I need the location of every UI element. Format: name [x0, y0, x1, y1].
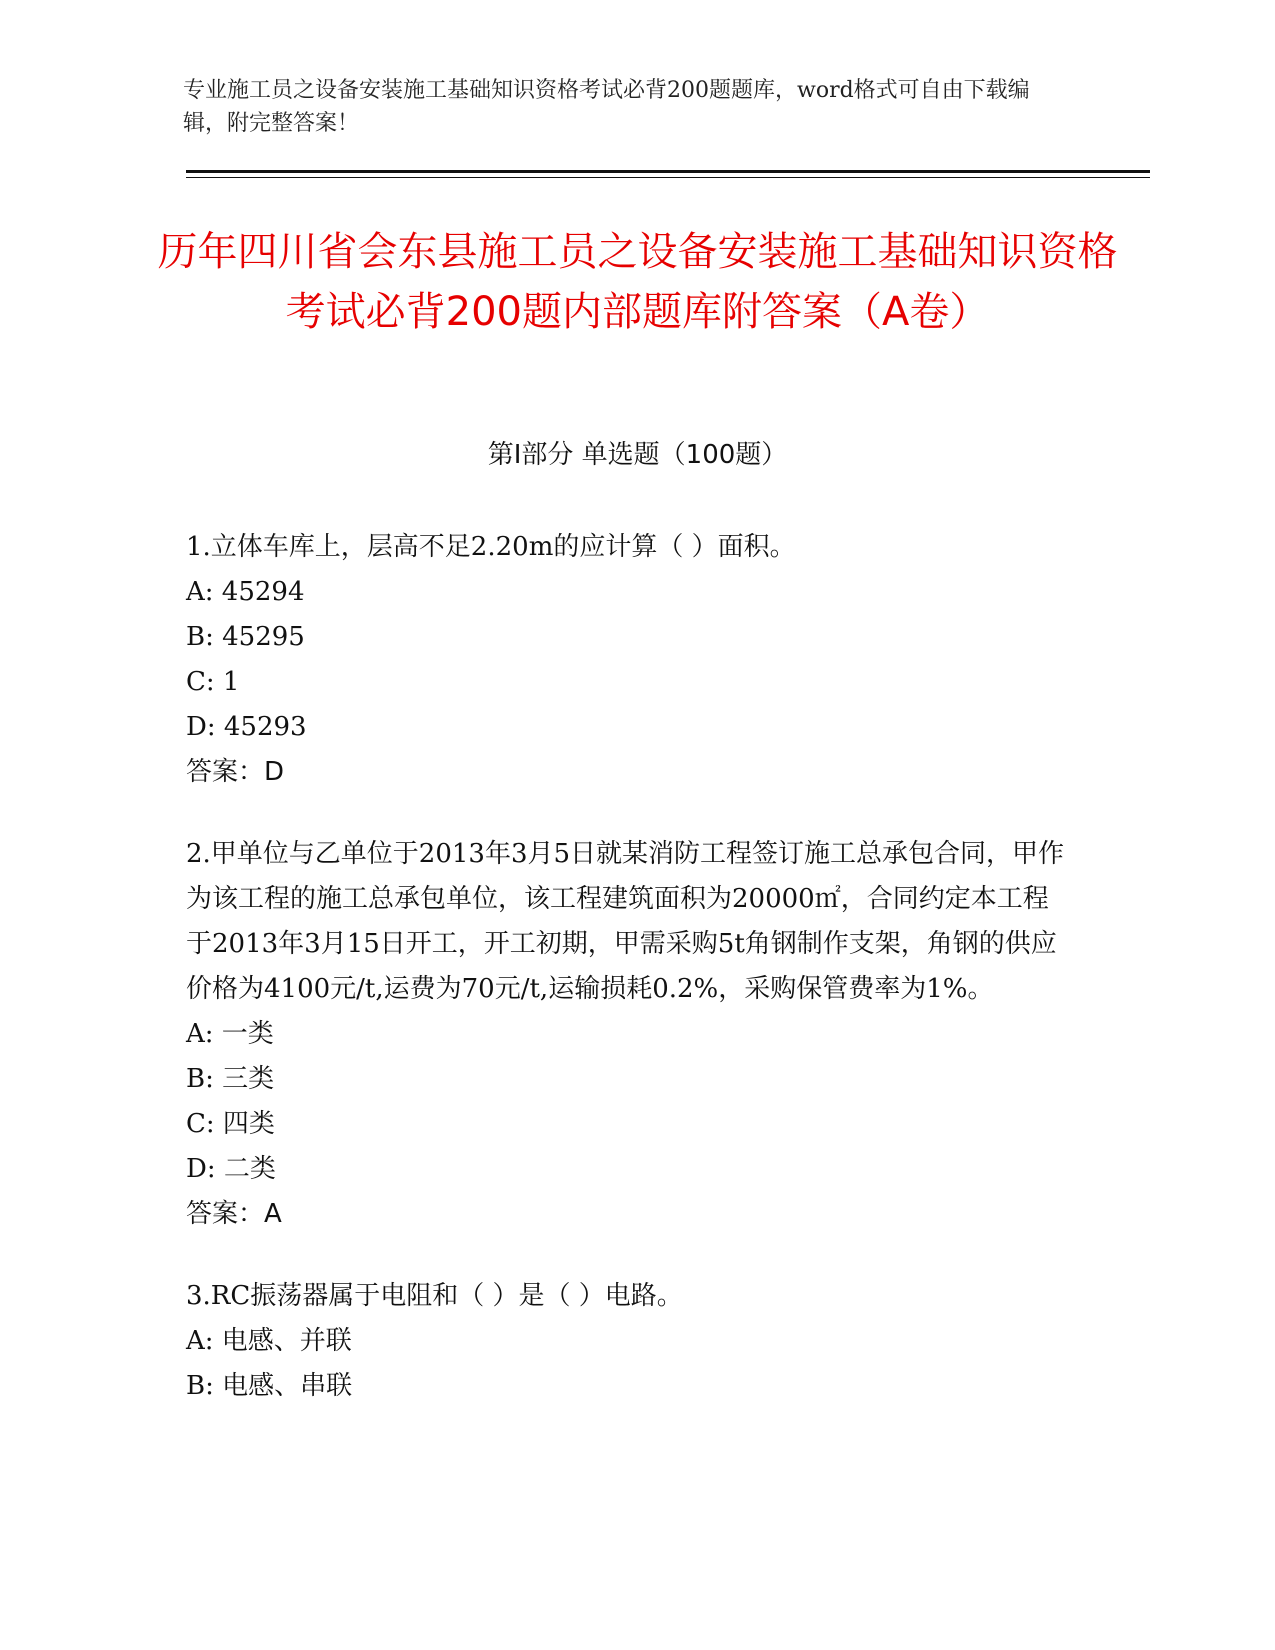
question-text: 2.甲单位与乙单位于2013年3月5日就某消防工程签订施工总承包合同，甲作为该工程的施工总承包单位，该工程建筑面积为20000㎡，合同约定本工程于2013年3月15日开工，开工初期，甲需采购5t角钢制作支架，角钢的供应价格为4100元/t,运费为70元/t,运输损耗0.2%，采购保管费率为1%。 [186, 839, 1065, 1004]
question-list [186, 525, 1066, 1446]
option-b: B: 45295 [186, 622, 305, 652]
document-title: 历年四川省会东县施工员之设备安装施工基础知识资格考试必背200题内部题库附答案（A卷） [157, 229, 1118, 335]
header-divider-thick [186, 170, 1150, 173]
option-a: A: 一类 [186, 1019, 274, 1049]
section-heading: 第Ⅰ部分 单选题（100题） [487, 440, 788, 470]
question-2 [186, 832, 1066, 1237]
option-c: C: 四类 [186, 1109, 275, 1139]
question-text: 3.RC振荡器属于电阻和（ ）是（ ）电路。 [186, 1281, 683, 1311]
header-divider-thin [186, 177, 1150, 178]
answer-line: 答案：D [186, 757, 285, 787]
header-note: 专业施工员之设备安装施工基础知识资格考试必背200题题库，word格式可自由下载编辑，附完整答案！ [183, 78, 1030, 136]
question-3 [186, 1274, 1066, 1409]
answer-line: 答案：A [186, 1199, 282, 1229]
option-d: D: 二类 [186, 1154, 276, 1184]
option-d: D: 45293 [186, 712, 307, 742]
question-text: 1.立体车库上，层高不足2.20m的应计算（ ）面积。 [186, 532, 796, 562]
option-b: B: 电感、串联 [186, 1371, 353, 1401]
question-1 [186, 525, 1066, 795]
option-c: C: 1 [186, 667, 240, 697]
option-b: B: 三类 [186, 1064, 275, 1094]
option-a: A: 电感、并联 [186, 1326, 352, 1356]
option-a: A: 45294 [186, 577, 305, 607]
